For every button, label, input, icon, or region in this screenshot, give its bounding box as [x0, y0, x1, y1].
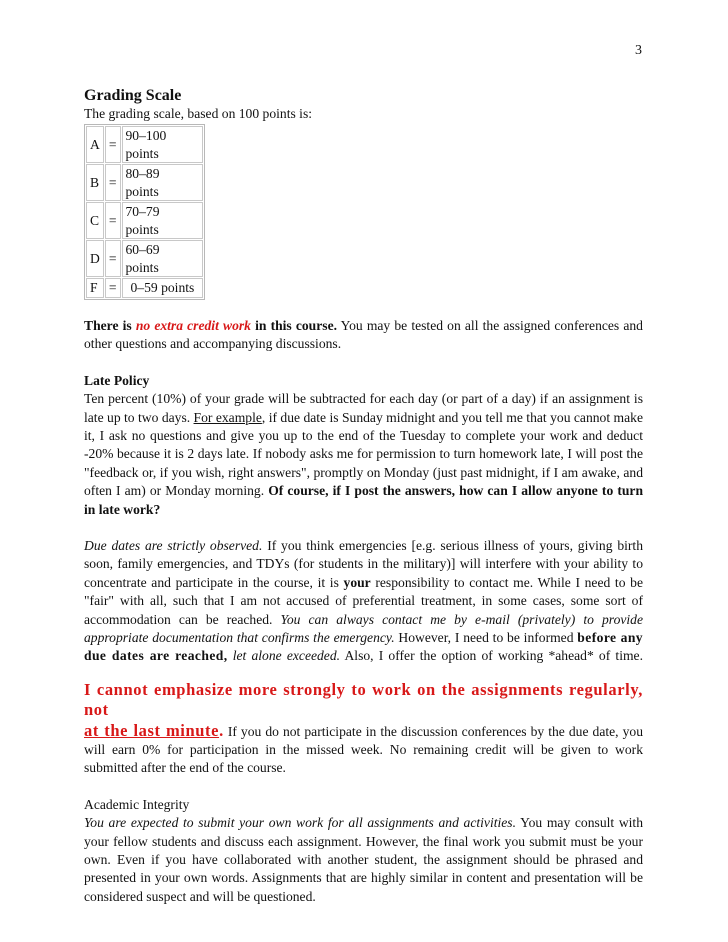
due-dates-italic-1: Due dates are strictly observed.	[84, 537, 263, 553]
late-policy-heading: Late Policy	[84, 372, 150, 388]
grade-range	[122, 278, 203, 298]
grade-range	[122, 240, 203, 277]
due-dates-bold-2: before any due dates are reached,	[84, 630, 643, 664]
page-content	[84, 86, 643, 906]
grade-unit: points	[125, 183, 159, 199]
grading-table	[84, 124, 205, 300]
grade-unit: points	[125, 221, 159, 237]
academic-integrity-italic: You are expected to submit your own work for all assignments and activities.	[84, 815, 516, 831]
due-dates-text-3: However, I need to be informed	[394, 630, 578, 645]
grade-equals: =	[105, 126, 121, 163]
academic-integrity-paragraph	[84, 814, 643, 906]
grade-row-a	[86, 126, 203, 163]
late-policy-text-2: , if due date is Sunday midnight and you tell me that you cannot make it, I ask no questions and give you up to the end of the Tuesday to complete your work and deduct -20% because it is 2 days late. If nobody asks me for permission to turn homework late, I will post the "feedback or, if you wish, right answers", promptly on Monday (just past midnight, if I am awake, and often I am) or Monday morning.	[84, 409, 643, 499]
emphasis-dot: .	[219, 720, 224, 740]
grade-unit: points	[125, 145, 159, 161]
grade-row-c	[86, 202, 203, 239]
due-dates-text-2: responsibility to contact me. While I need to be "fair" with all, such that I am not accused of preferential treatment, in some cases, some sort of accommodation can be reached.	[84, 574, 643, 627]
extra-credit-red: no extra credit work	[135, 317, 251, 333]
due-dates-bold-1: your	[343, 574, 371, 590]
grade-letter: B	[86, 164, 104, 201]
late-policy-text-1: Ten percent (10%) of your grade will be subtracted for each day (or part of a day) if an assignment is late up to two days.	[84, 391, 643, 425]
academic-integrity-text: You may consult with your fellow students and discuss each assignment. However, the final work you submit must be your own. Even if you have collaborated with another student, the assignment should be phrased and presented in your own words. Assignments that are highly similar in content and presentation will be considered suspect and will be questioned.	[84, 815, 643, 904]
grade-range	[122, 164, 203, 201]
grade-equals: =	[105, 278, 121, 298]
grade-letter: A	[86, 126, 104, 163]
late-policy-underline: For example	[193, 409, 262, 425]
grade-row-d	[86, 240, 203, 277]
grade-range-text: 90–100	[125, 128, 167, 144]
extra-credit-lead: There is	[84, 317, 136, 333]
grade-letter: C	[86, 202, 104, 239]
grade-range-text: 0–59 points	[130, 280, 195, 296]
extra-credit-text: You may be tested on all the assigned conferences and other questions and accompanying discussions.	[84, 317, 643, 352]
grade-equals: =	[105, 202, 121, 239]
extra-credit-paragraph	[84, 317, 643, 354]
emphasis-paragraph	[84, 721, 643, 778]
emphasis-red-1: I cannot emphasize more strongly to work on the assignments regularly, not	[84, 679, 643, 720]
late-policy-bold: Of course, if I post the answers, how can I allow anyone to turn in late work?	[84, 483, 644, 517]
grade-range	[122, 202, 203, 239]
emphasis-line-1	[84, 680, 643, 721]
due-dates-paragraph	[84, 537, 643, 666]
grading-scale-intro: The grading scale, based on 100 points is:	[84, 106, 313, 121]
grade-range-text: 80–89	[125, 166, 160, 182]
late-policy-paragraph	[84, 390, 643, 519]
grade-range	[122, 126, 203, 163]
grading-scale-heading: Grading Scale	[84, 87, 182, 104]
emphasis-red-2: at the last minute	[84, 720, 220, 740]
emphasis-text-2: you will earn 0% for participation in the missed week. No remaining credit will be given to work submitted after the end of the course.	[84, 723, 643, 776]
grade-equals: =	[105, 240, 121, 277]
due-dates-italic-3: let alone exceeded.	[232, 648, 341, 664]
grade-equals: =	[105, 164, 121, 201]
grade-range-text: 60–69	[125, 242, 160, 258]
page-number: 3	[635, 43, 642, 58]
grade-letter: D	[86, 240, 104, 277]
extra-credit-bold: in this course.	[250, 317, 337, 333]
grade-letter: F	[86, 278, 104, 298]
due-dates-italic-2: You can always contact me by e-mail (privately) to provide appropriate documentation that confirms the emergency.	[84, 611, 644, 645]
emphasis-text-1: If you do not participate in the discussion conferences by the due date,	[223, 723, 619, 739]
due-dates-text-1: If you think emergencies [e.g. serious illness of yours, giving birth soon, family emergencies, and TDYs (for students in the military)] will interfere with your ability to concentrate and participate in the course, it is	[84, 537, 643, 590]
academic-integrity-heading: Academic Integrity	[84, 796, 190, 812]
due-dates-text-5: Also, I offer the option of working *ahead* of time.	[340, 648, 643, 664]
grade-row-f	[86, 278, 203, 298]
grade-row-b	[86, 164, 203, 201]
grade-unit: points	[125, 259, 159, 275]
grade-range-text: 70–79	[125, 204, 160, 220]
